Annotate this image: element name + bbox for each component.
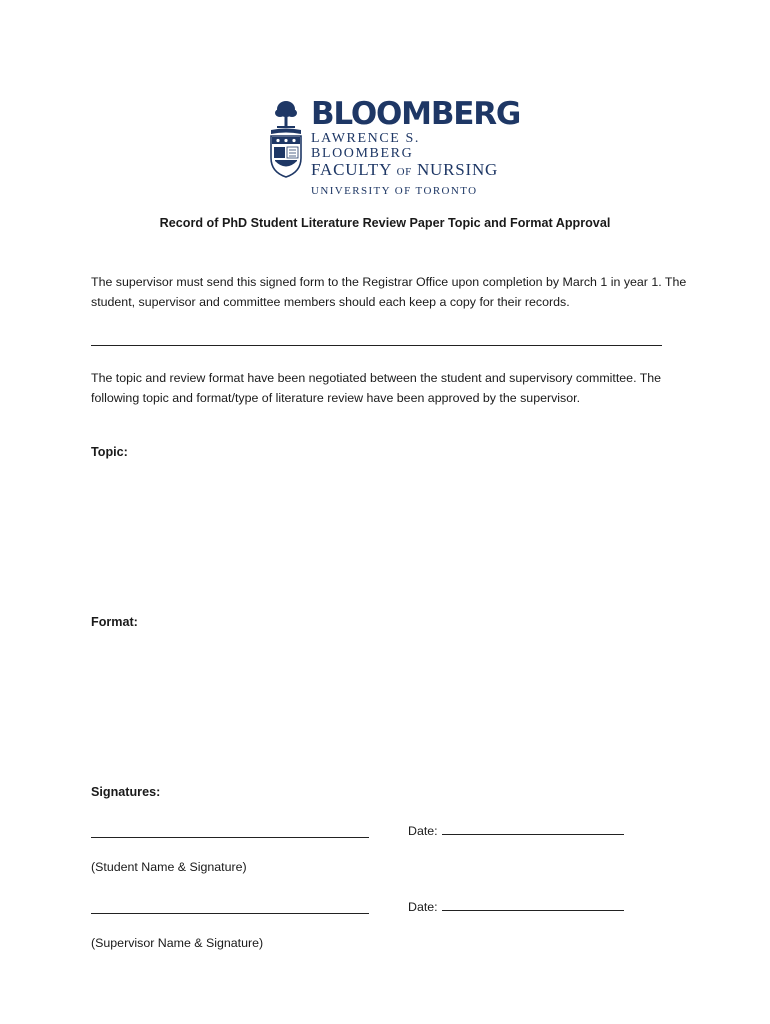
- student-date-label: Date:: [408, 824, 438, 838]
- student-date-field[interactable]: [408, 822, 624, 838]
- supervisor-caption: (Supervisor Name & Signature): [91, 936, 264, 950]
- approval-paragraph: The topic and review format have been negotiated between the student and supervisory committee. The following topic and format/type of literature review have been approved by the supervisor.: [91, 371, 662, 405]
- faculty-logo: [268, 96, 521, 197]
- supervisor-signature-line[interactable]: [91, 913, 369, 914]
- university-crest-icon: [268, 100, 304, 178]
- supervisor-date-field[interactable]: [408, 898, 624, 914]
- logo-wordmark: [311, 98, 520, 198]
- format-label: Format:: [91, 615, 138, 629]
- supervisor-date-label: Date:: [408, 900, 438, 914]
- logo-nursing: NURSING: [416, 160, 499, 179]
- student-date-line[interactable]: [442, 822, 624, 835]
- logo-line-lawrence: LAWRENCE S. BLOOMBERG: [311, 131, 421, 161]
- topic-label: Topic:: [91, 445, 128, 459]
- student-signature-line[interactable]: [91, 837, 369, 838]
- logo-line-bloomberg: BLOOMBERG: [311, 96, 521, 132]
- divider-line: [91, 345, 662, 346]
- logo-faculty: FACULTY: [311, 160, 392, 179]
- supervisor-date-line[interactable]: [442, 898, 624, 911]
- logo-of: OF: [396, 166, 412, 178]
- student-caption: (Student Name & Signature): [91, 860, 247, 874]
- document-title: Record of PhD Student Literature Review Paper Topic and Format Approval: [159, 216, 611, 230]
- logo-line-university: UNIVERSITY OF TORONTO: [311, 185, 478, 197]
- signatures-label: Signatures:: [91, 785, 161, 799]
- logo-line-faculty: [311, 161, 520, 181]
- intro-paragraph: The supervisor must send this signed form to the Registrar Office upon completion by March 1 in year 1. The student, supervisor and committee members should each keep a copy for their records.: [91, 275, 687, 309]
